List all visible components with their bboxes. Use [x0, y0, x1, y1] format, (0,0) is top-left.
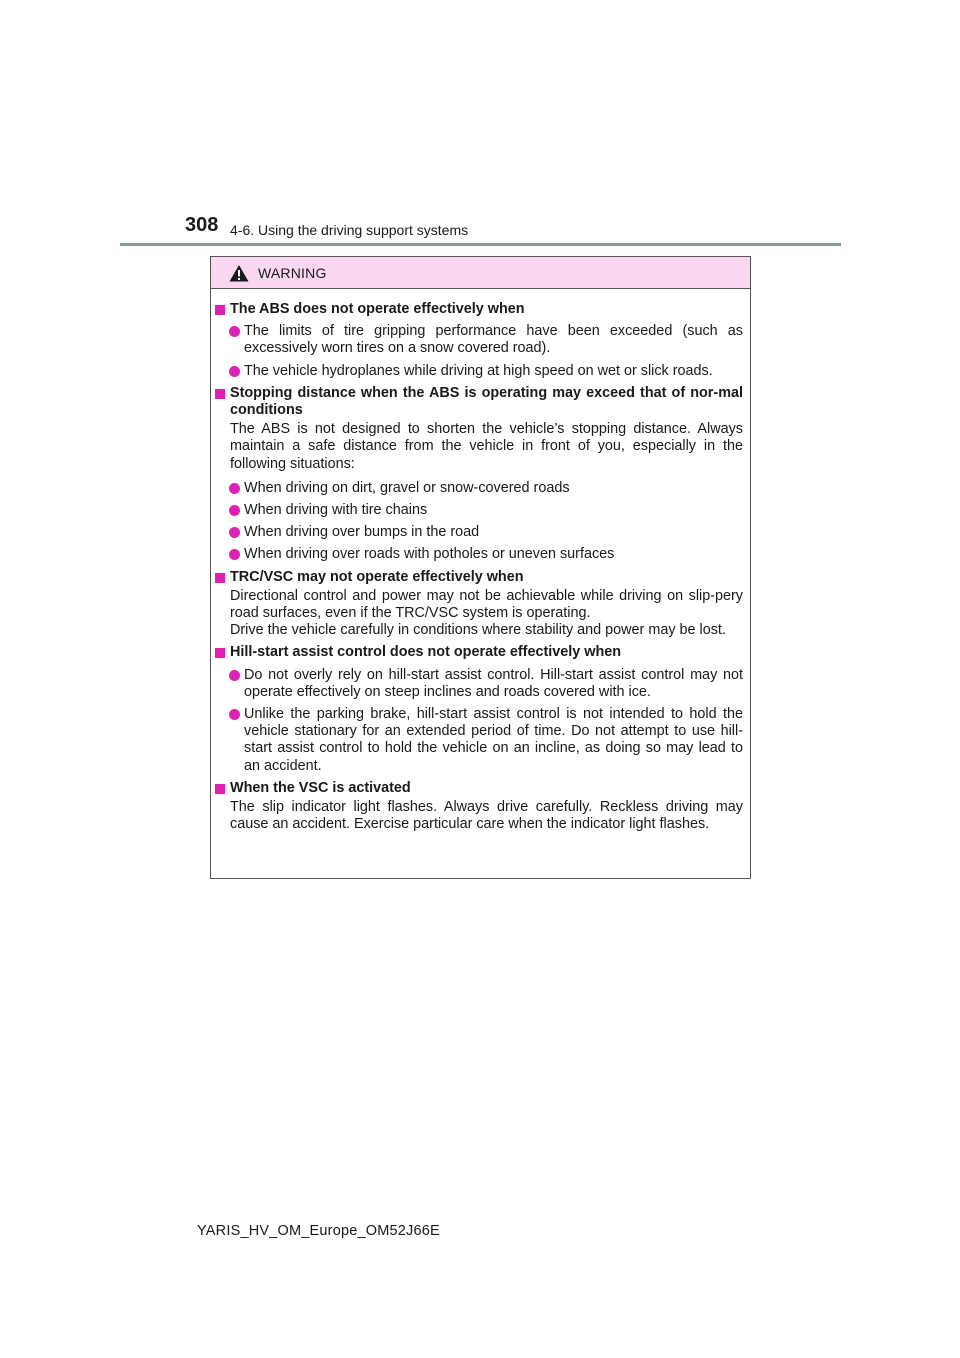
section-heading-text: Hill-start assist control does not operate effectively when [230, 644, 622, 661]
section-heading-trc [215, 569, 743, 586]
square-bullet-icon [215, 573, 225, 583]
list-item [215, 667, 743, 701]
section-heading-stopping [215, 385, 743, 419]
square-bullet-icon [215, 648, 225, 658]
list-item-text: Do not overly rely on hill-start assist control. Hill-start assist control may not operate effectively on steep inclines and roads covered with ice. [244, 666, 743, 700]
round-bullet-icon [229, 483, 240, 494]
round-bullet-icon [229, 326, 240, 337]
warning-box [210, 256, 751, 879]
footer-document-code: YARIS_HV_OM_Europe_OM52J66E [197, 1223, 440, 1239]
list-item-text: When driving on dirt, gravel or snow-covered roads [244, 479, 570, 496]
round-bullet-icon [229, 527, 240, 538]
warning-triangle-icon [229, 264, 249, 282]
round-bullet-icon [229, 709, 240, 720]
list-item [215, 706, 743, 775]
round-bullet-icon [229, 549, 240, 560]
list-item-text: When driving over bumps in the road [244, 524, 480, 541]
square-bullet-icon [215, 305, 225, 315]
section-heading-hill-start [215, 644, 743, 661]
section-heading-text: Stopping distance when the ABS is operating may exceed that of nor-mal conditions [230, 384, 743, 419]
warning-label: WARNING [258, 265, 327, 281]
list-item [215, 502, 743, 519]
list-item-text: The vehicle hydroplanes while driving at high speed on wet or slick roads. [244, 362, 713, 379]
header-rule [120, 243, 841, 246]
section-heading-text: The ABS does not operate effectively when [230, 301, 525, 317]
round-bullet-icon [229, 366, 240, 377]
section-heading-text: TRC/VSC may not operate effectively when [230, 568, 524, 585]
list-item [215, 323, 743, 357]
section-paragraph: Directional control and power may not be achievable while driving on slip-pery road surfaces, even if the TRC/VSC system is operating. [230, 587, 743, 622]
warning-header [211, 257, 750, 289]
section-heading-abs [215, 301, 743, 318]
square-bullet-icon [215, 784, 225, 794]
round-bullet-icon [229, 505, 240, 516]
list-item-text: Unlike the parking brake, hill-start assist control is not intended to hold the vehicle stationary for an extended period of time. Do not attempt to use hill-start assist control to hold the vehicle on an incline, as doing so may lead to an accident. [244, 706, 743, 774]
section-title: 4-6. Using the driving support systems [230, 222, 469, 238]
section-paragraph: The slip indicator light flashes. Always drive carefully. Reckless driving may cause an accident. Exercise particular care when the indicator light flashes. [230, 799, 743, 833]
list-item-text: The limits of tire gripping performance have been exceeded (such as excessively worn tires on a snow covered road). [244, 323, 743, 357]
page-header [0, 0, 960, 250]
warning-body [211, 289, 750, 833]
list-item [215, 524, 743, 541]
list-item [215, 363, 743, 380]
round-bullet-icon [229, 670, 240, 681]
list-item [215, 546, 743, 563]
section-paragraph: Drive the vehicle carefully in conditions where stability and power may be lost. [230, 622, 726, 639]
list-item-text: When driving over roads with potholes or uneven surfaces [244, 546, 615, 563]
page-number: 308 [185, 214, 219, 236]
section-paragraph: The ABS is not designed to shorten the vehicle’s stopping distance. Always maintain a safe distance from the vehicle in front of you, especially in the following situations: [230, 421, 743, 472]
list-item [215, 480, 743, 497]
section-heading-text: When the VSC is activated [230, 779, 411, 796]
section-heading-vsc [215, 780, 743, 797]
list-item-text: When driving with tire chains [244, 502, 428, 519]
square-bullet-icon [215, 389, 225, 399]
